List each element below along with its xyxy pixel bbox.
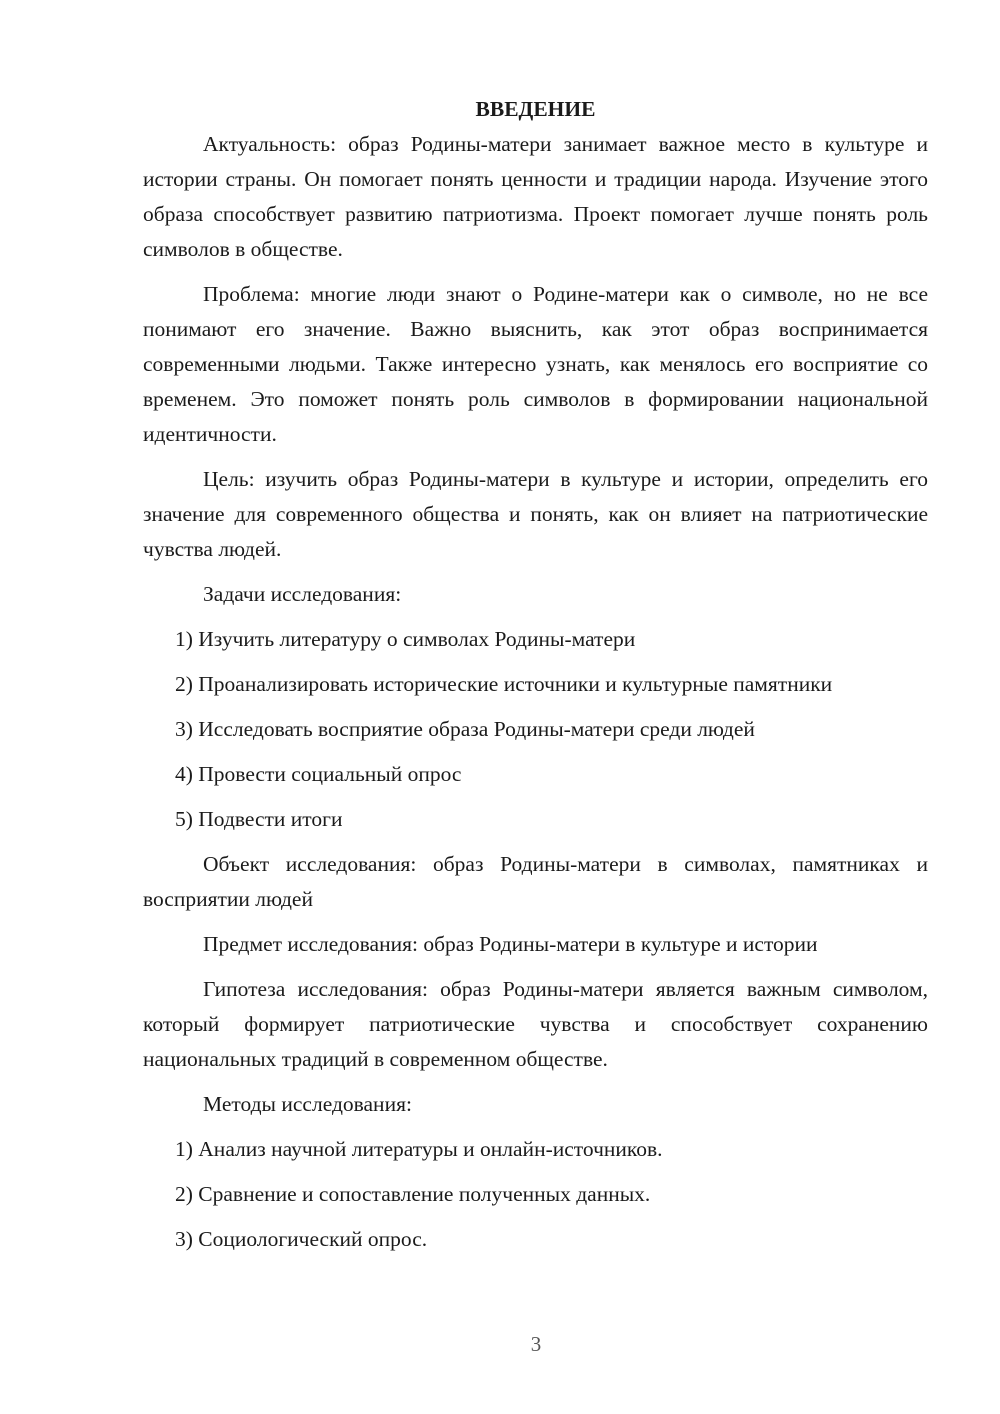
goal-paragraph: Цель: изучить образ Родины-матери в культуре и истории, определить его значение для современного общества и понять, как он влияет на патриотические чувства людей.	[143, 467, 928, 561]
problem-paragraph: Проблема: многие люди знают о Родине-матери как о символе, но не все понимают его значение. Важно выяснить, как этот образ воспринимается современными людьми. Также интересно узнать, как менялось его восприятие со временем. Это поможет понять роль символов в формировании национальной идентичности.	[143, 282, 928, 446]
task-item: 2) Проанализировать исторические источники и культурные памятники	[175, 672, 833, 696]
task-item: 3) Исследовать восприятие образа Родины-матери среди людей	[175, 717, 755, 741]
page-number: 3	[530, 1332, 542, 1356]
tasks-heading: Задачи исследования:	[203, 582, 402, 606]
task-item: 5) Подвести итоги	[175, 807, 343, 831]
page-title: ВВЕДЕНИЕ	[475, 97, 596, 121]
method-item: 1) Анализ научной литературы и онлайн-источников.	[175, 1137, 663, 1161]
method-item: 3) Социологический опрос.	[175, 1227, 428, 1251]
task-item: 4) Провести социальный опрос	[175, 762, 462, 786]
object-paragraph: Объект исследования: образ Родины-матери в символах, памятниках и восприятии людей	[143, 852, 928, 911]
relevance-paragraph: Актуальность: образ Родины-матери занимает важное место в культуре и истории страны. Он помогает понять ценности и традиции народа. Изучение этого образа способствует развитию патриотизма. Проект помогает лучше понять роль символов в обществе.	[143, 132, 928, 261]
hypothesis-paragraph: Гипотеза исследования: образ Родины-матери является важным символом, который формирует патриотические чувства и способствует сохранению национальных традиций в современном обществе.	[143, 977, 928, 1071]
document-page	[143, 92, 928, 1267]
method-item: 2) Сравнение и сопоставление полученных данных.	[175, 1182, 651, 1206]
task-item: 1) Изучить литературу о символах Родины-матери	[175, 627, 636, 651]
methods-heading: Методы исследования:	[203, 1092, 412, 1116]
subject-paragraph: Предмет исследования: образ Родины-матери в культуре и истории	[203, 932, 818, 956]
